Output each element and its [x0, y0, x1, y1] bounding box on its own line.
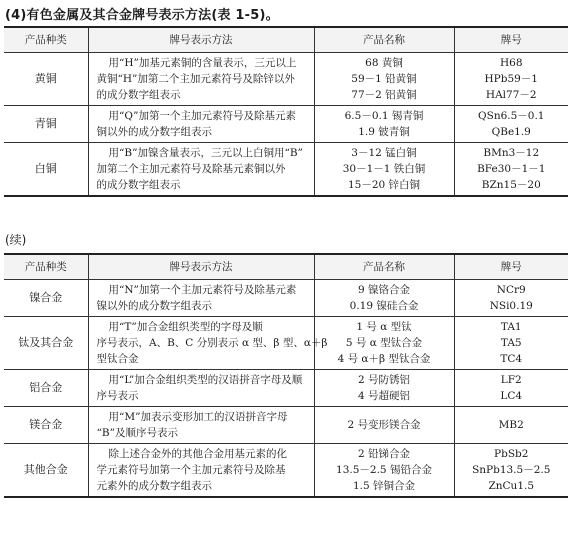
row-category: 钛及其合金 — [4, 317, 88, 370]
row-category: 镁合金 — [4, 407, 88, 444]
method-line: 序号表示 — [96, 390, 139, 402]
method-line: 用“Q”加第一个主加元素符号及除基元素 — [108, 110, 297, 122]
method-line: 学元素符号加第一个主加元素符号及除基 — [96, 464, 286, 476]
row-product-names — [314, 106, 454, 143]
row-grades — [454, 444, 568, 498]
method-line: 用“T”加合金组织类型的字母及顺 — [108, 321, 263, 333]
product-name: 59－1 铅黄铜 — [351, 73, 417, 85]
product-name: 2 号变形镁合金 — [347, 419, 421, 431]
table-row — [4, 53, 568, 106]
row-method — [88, 407, 314, 444]
grade-code: QSn6.5－0.1 — [478, 110, 545, 122]
row-method — [88, 280, 314, 317]
table-row — [4, 106, 568, 143]
product-name: 0.19 镍硅合金 — [349, 300, 419, 312]
table-row — [4, 317, 568, 370]
grade-code: TC4 — [500, 353, 523, 365]
row-product-names — [314, 143, 454, 197]
grade-code: H68 — [499, 57, 523, 69]
method-line: 型钛合金 — [96, 353, 139, 365]
table-row — [4, 407, 568, 444]
header-category: 产品种类 — [4, 254, 88, 280]
table-row — [4, 280, 568, 317]
grade-code: BMn3－12 — [483, 147, 540, 159]
row-product-names — [314, 444, 454, 498]
method-line: 镍以外的成分数字组表示 — [96, 300, 212, 312]
table-header-row — [4, 254, 568, 280]
grade-code: HPb59－1 — [484, 73, 538, 85]
alloy-grade-table-1 — [4, 26, 568, 197]
row-product-names — [314, 317, 454, 370]
method-line: 序号表示，A、B、C 分别表示 α 型、β 型、α＋β — [96, 337, 328, 349]
product-name: 3－12 锰白铜 — [351, 147, 417, 159]
alloy-grade-table-2 — [4, 253, 568, 498]
product-name: 77－2 铝黄铜 — [351, 89, 417, 101]
product-name: 30－1－1 铁白铜 — [342, 163, 426, 175]
method-line: 除上述合金外的其他合金用基元素的化 — [108, 448, 287, 460]
grade-code: NCr9 — [496, 284, 526, 296]
row-category: 黄铜 — [4, 53, 88, 106]
header-product-name: 产品名称 — [314, 254, 454, 280]
row-grades — [454, 53, 568, 106]
header-grade: 牌号 — [454, 27, 568, 53]
product-name: 4 号超硬铝 — [357, 390, 411, 402]
product-name: 2 铅锑合金 — [357, 448, 411, 460]
grade-code: TA5 — [500, 337, 522, 349]
grade-code: NSi0.19 — [489, 300, 533, 312]
row-category: 其他合金 — [4, 444, 88, 498]
grade-code: HAl77－2 — [485, 89, 537, 101]
product-name: 6.5－0.1 锡青铜 — [344, 110, 424, 122]
row-category: 白铜 — [4, 143, 88, 197]
method-line: 用“B”加镍含量表示，三元以上白铜用“B” — [108, 147, 303, 159]
product-name: 1.5 锌铜合金 — [352, 480, 416, 492]
grade-code: SnPb13.5－2.5 — [472, 464, 551, 476]
method-line: 铜以外的成分数字组表示 — [96, 126, 212, 138]
grade-code: BZn15－20 — [481, 179, 541, 191]
row-grades — [454, 317, 568, 370]
header-method: 牌号表示方法 — [88, 254, 314, 280]
product-name: 68 黄铜 — [365, 57, 403, 69]
product-name: 9 镍铬合金 — [357, 284, 411, 296]
page-title: (4)有色金属及其合金牌号表示方法(表 1-5)。 — [5, 8, 279, 23]
row-grades — [454, 407, 568, 444]
row-grades — [454, 280, 568, 317]
product-name: 4 号 α＋β 型钛合金 — [337, 353, 431, 365]
row-method — [88, 106, 314, 143]
header-category: 产品种类 — [4, 27, 88, 53]
header-grade: 牌号 — [454, 254, 568, 280]
grade-code: QBe1.9 — [491, 126, 531, 138]
table-row — [4, 370, 568, 407]
method-line: 元素外的成分数字组表示 — [96, 480, 212, 492]
row-grades — [454, 106, 568, 143]
row-method — [88, 444, 314, 498]
row-method — [88, 370, 314, 407]
row-product-names — [314, 53, 454, 106]
row-category: 铝合金 — [4, 370, 88, 407]
method-line: 黄铜“H”加第二个主加元素符号及除锌以外 — [96, 73, 295, 85]
row-method — [88, 143, 314, 197]
product-name: 1 号 α 型钛 — [356, 321, 412, 333]
row-product-names — [314, 280, 454, 317]
method-line: 用“M”加表示变形加工的汉语拼音字母 — [108, 411, 288, 423]
header-product-name: 产品名称 — [314, 27, 454, 53]
method-line: 用“L”加合金组织类型的汉语拼音字母及顺 — [108, 374, 303, 386]
grade-code: BFe30－1－1 — [477, 163, 546, 175]
header-method: 牌号表示方法 — [88, 27, 314, 53]
row-category: 镍合金 — [4, 280, 88, 317]
method-line: “B”及顺序号表示 — [96, 427, 178, 439]
grade-code: TA1 — [500, 321, 522, 333]
method-line: 的成分数字组表示 — [96, 89, 181, 101]
table-row — [4, 143, 568, 197]
product-name: 15－20 锌白铜 — [347, 179, 421, 191]
row-grades — [454, 370, 568, 407]
grade-code: PbSb2 — [494, 448, 529, 460]
row-method — [88, 317, 328, 370]
method-line: 加第二个主加元素符号及除基元素铜以外 — [96, 163, 286, 175]
continued-label: (续) — [5, 233, 27, 247]
row-product-names — [314, 370, 454, 407]
grade-code: ZnCu1.5 — [488, 480, 535, 492]
grade-code: LF2 — [500, 374, 522, 386]
product-name: 1.9 铍青铜 — [358, 126, 410, 138]
row-category: 青铜 — [4, 106, 88, 143]
method-line: 的成分数字组表示 — [96, 179, 181, 191]
grade-code: LC4 — [500, 390, 523, 402]
product-name: 5 号 α 型钛合金 — [345, 337, 423, 349]
table-row — [4, 444, 568, 498]
grade-code: MB2 — [498, 419, 524, 431]
row-product-names — [314, 407, 454, 444]
method-line: 用“N”加第一个主加元素符号及除基元素 — [108, 284, 297, 296]
product-name: 2 号防锈铝 — [357, 374, 411, 386]
row-grades — [454, 143, 568, 197]
row-method — [88, 53, 314, 106]
method-line: 用“H”加基元素铜的含量表示，三元以上 — [108, 57, 297, 69]
product-name: 13.5－2.5 锡铅合金 — [336, 464, 432, 476]
table-header-row — [4, 27, 568, 53]
